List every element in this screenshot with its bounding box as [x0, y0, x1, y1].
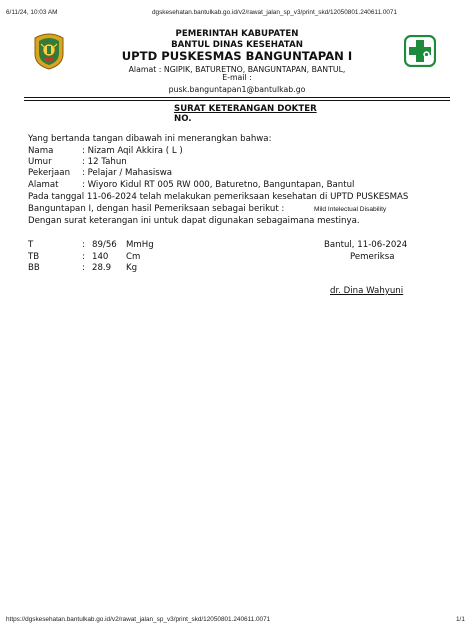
field-label: Umur — [28, 157, 52, 167]
letterhead-email-label: E-mail : — [222, 73, 252, 82]
vital-label: T — [28, 240, 34, 250]
letterhead-divider-thin — [24, 100, 450, 101]
letterhead-email: pusk.banguntapan1@bantulkab.go — [168, 85, 306, 94]
print-page-number: 1/1 — [456, 616, 465, 623]
letterhead-address: Alamat : NGIPIK, BATURETNO, BANGUNTAPAN, BANTUL, — [128, 65, 346, 74]
field-label: Pekerjaan — [28, 168, 71, 178]
vital-unit: Kg — [126, 263, 138, 273]
letterhead-divider-thick — [24, 97, 450, 98]
letterhead-line1: PEMERINTAH KABUPATEN — [175, 29, 299, 39]
vital-value: 89/56 — [92, 240, 117, 250]
signature-place-date: Bantul, 11-06-2024 — [324, 240, 408, 250]
vital-unit: MmHg — [126, 240, 154, 250]
exam-text-line2: Banguntapan I, dengan hasil Pemeriksaan sebagai berikut : — [28, 204, 285, 214]
health-cross-logo-icon — [404, 35, 436, 67]
print-url-header: dgskesehatan.bantulkab.go.id/v2/rawat_jalan_sp_v3/print_skd/12050801.240611.0071 — [152, 9, 398, 16]
vital-label: BB — [28, 263, 40, 273]
field-label: Nama — [28, 146, 54, 156]
doctor-name: dr. Dina Wahyuni — [330, 286, 404, 296]
intro-text: Yang bertanda tangan dibawah ini menerangkan bahwa: — [28, 134, 272, 144]
field-value: : Nizam Aqil Akkira ( L ) — [82, 146, 183, 156]
field-value: : Wiyoro Kidul RT 005 RW 000, Baturetno, Banguntapan, Bantul — [82, 180, 355, 190]
signature-role: Pemeriksa — [350, 252, 395, 262]
vital-value: 140 — [92, 252, 109, 262]
vital-label: TB — [28, 252, 40, 262]
bantul-emblem-icon — [32, 32, 66, 70]
diagnosis-result: Mild Intelectual Disability — [314, 206, 387, 213]
field-value: : Pelajar / Mahasiswa — [82, 168, 173, 178]
exam-text-line1: Pada tanggal 11-06-2024 telah melakukan pemeriksaan kesehatan di UPTD PUSKESMAS — [28, 192, 409, 202]
letter-heading: SURAT KETERANGAN DOKTER — [174, 104, 317, 114]
vital-value: 28.9 — [92, 263, 112, 273]
print-datetime: 6/11/24, 10:03 AM — [6, 9, 58, 16]
vital-colon: : — [82, 252, 85, 262]
letter-number: NO. — [174, 114, 192, 124]
field-value: : 12 Tahun — [82, 157, 127, 167]
letterhead-title: UPTD PUSKESMAS BANGUNTAPAN I — [121, 49, 353, 63]
vital-unit: Cm — [126, 252, 141, 262]
field-label: Alamat — [28, 180, 59, 190]
vital-colon: : — [82, 263, 85, 273]
vital-colon: : — [82, 240, 85, 250]
closing-text: Dengan surat keterangan ini untuk dapat digunakan sebagaimana mestinya. — [28, 216, 360, 226]
print-url-footer: https://dgskesehatan.bantulkab.go.id/v2/rawat_jalan_sp_v3/print_skd/12050801.240611.0071 — [6, 616, 271, 623]
letterhead-line2: BANTUL DINAS KESEHATAN — [171, 40, 303, 50]
